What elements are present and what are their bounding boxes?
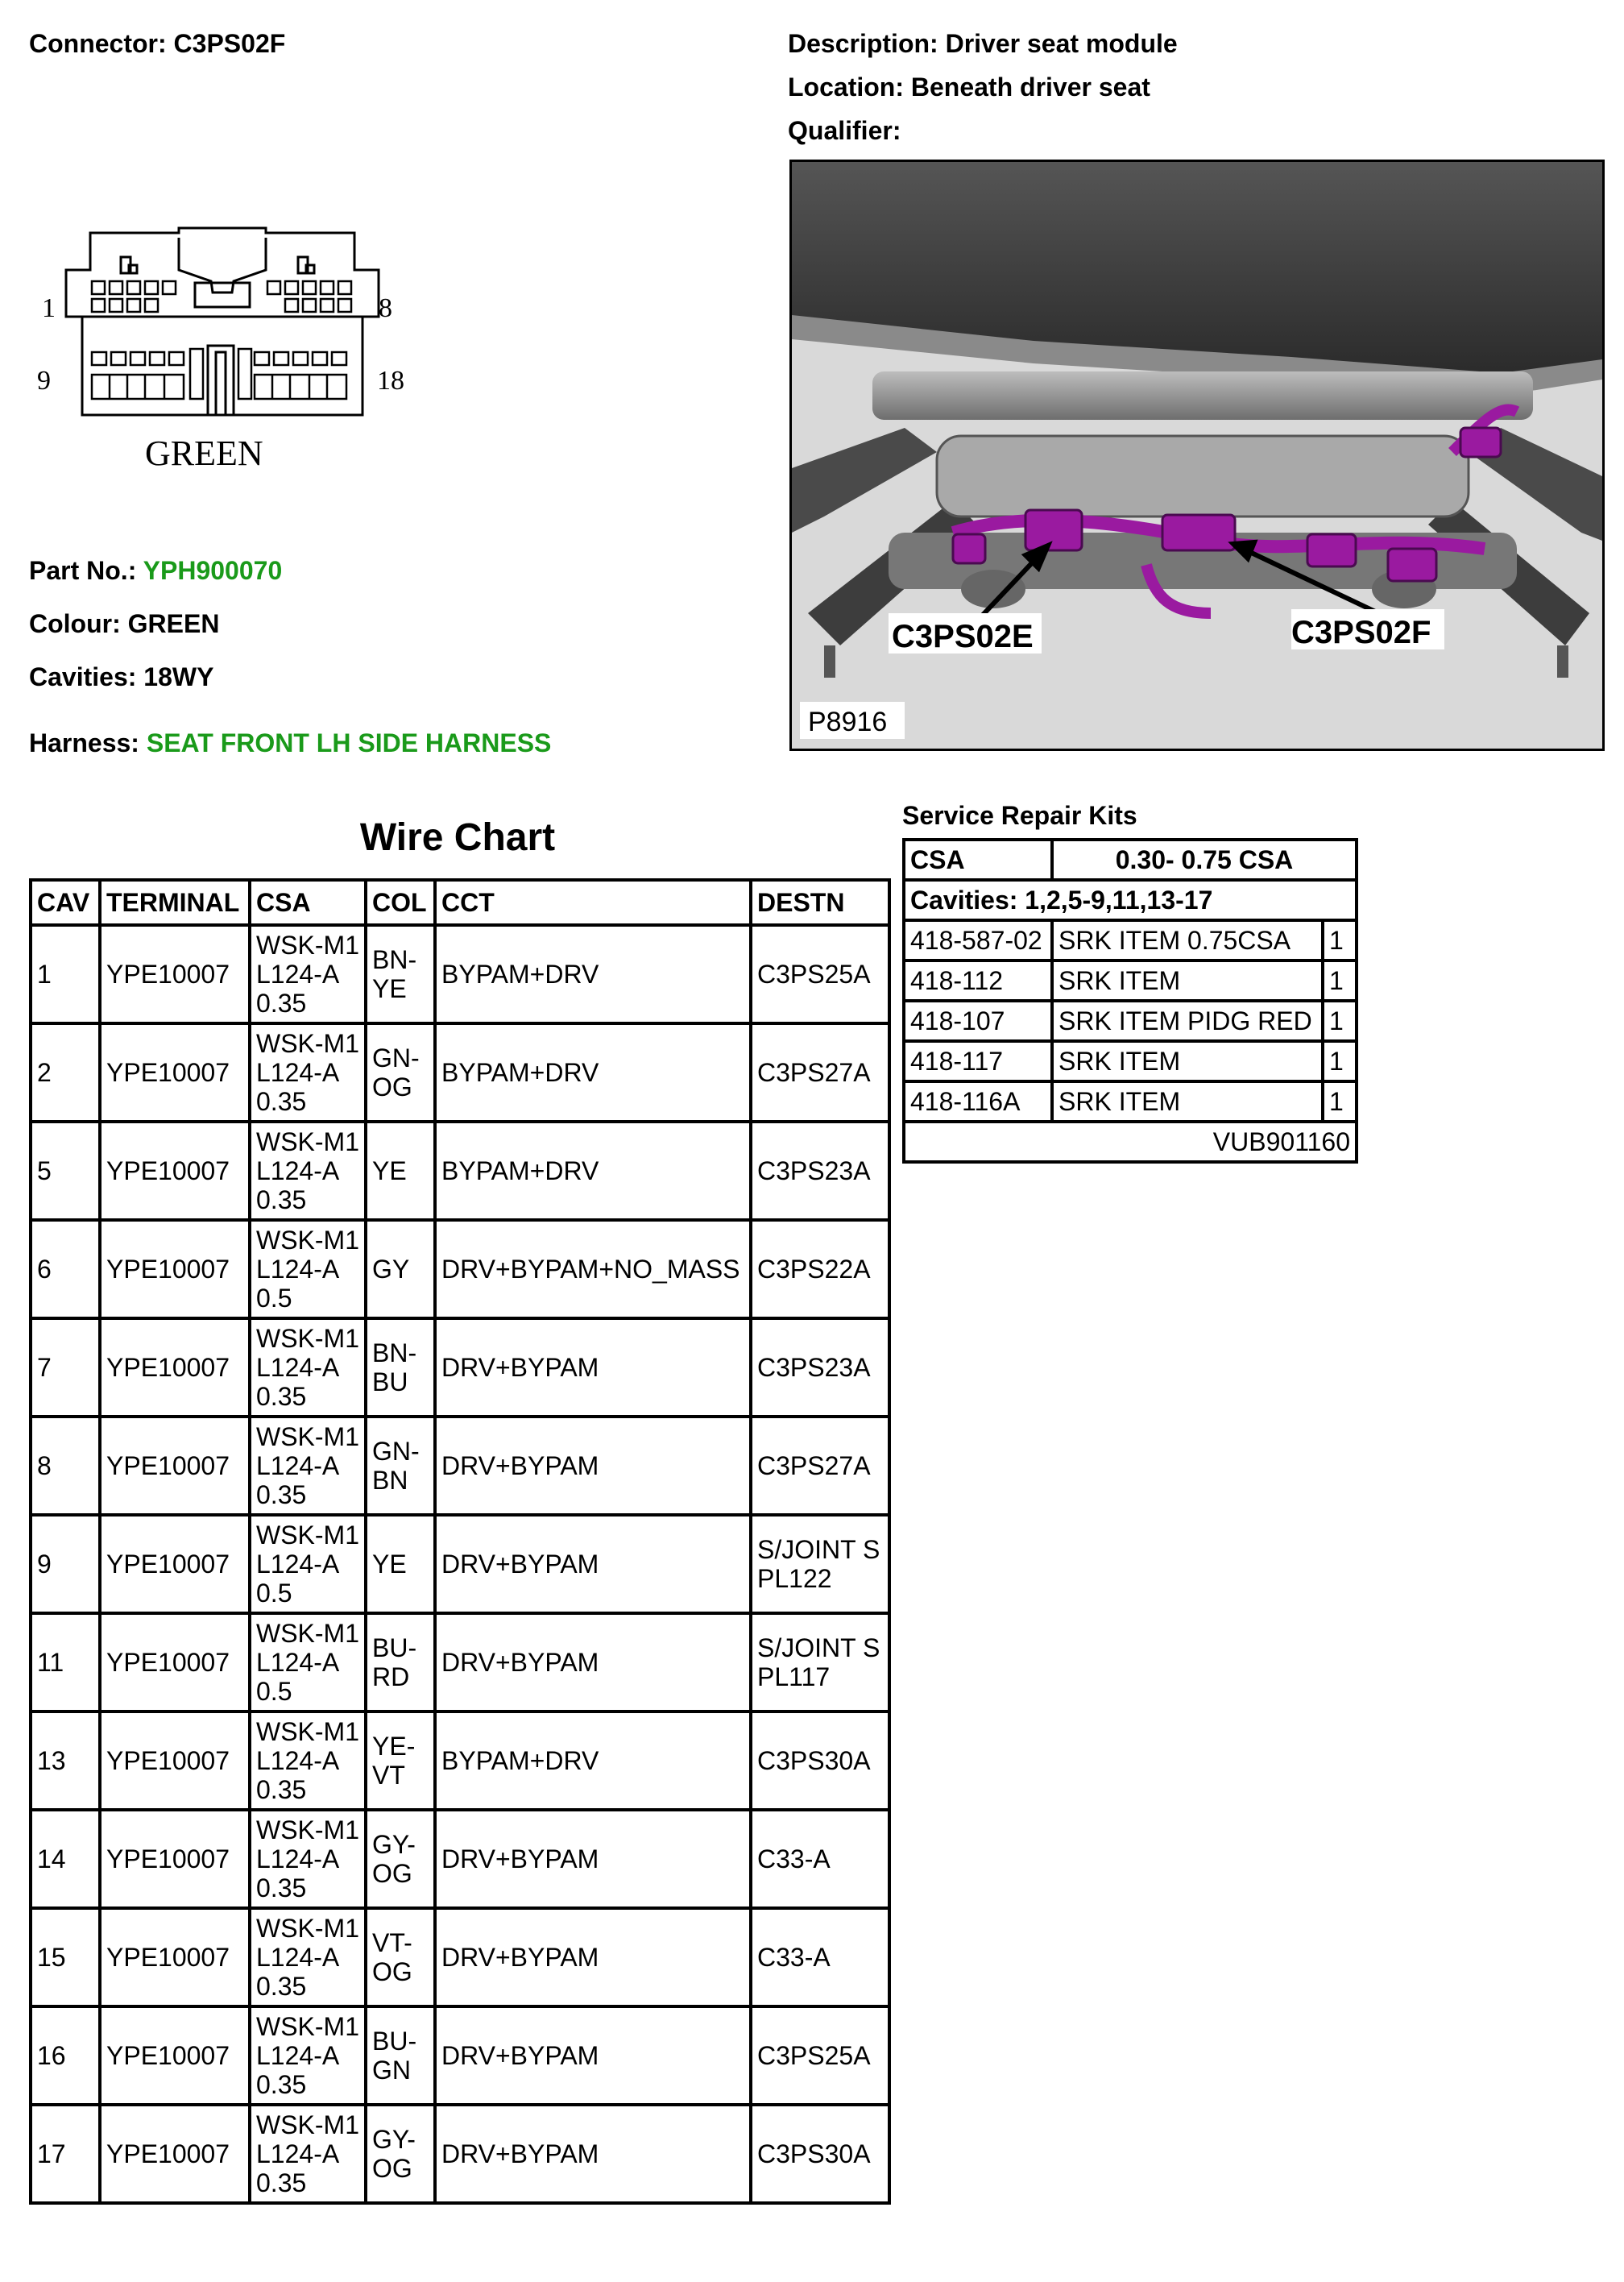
wire-chart-row [31, 1220, 889, 1318]
pin-label-1: 1 [42, 293, 56, 323]
cell-terminal: YPE10007 [100, 1613, 250, 1712]
description-label: Description: [788, 29, 938, 58]
wire-chart-row [31, 1023, 889, 1122]
cavities-line [29, 662, 213, 692]
srk-name: SRK ITEM [1052, 1081, 1323, 1122]
srk-item-row [904, 1081, 1357, 1122]
cell-cav: 13 [31, 1712, 100, 1810]
cell-csa: WSK-M1L124-A 0.35 [250, 1712, 366, 1810]
cell-col: BU-GN [366, 2006, 435, 2105]
cell-csa: WSK-M1L124-A 0.35 [250, 1122, 366, 1220]
cell-destn: C3PS23A [751, 1318, 889, 1417]
cell-csa: WSK-M1L124-A 0.5 [250, 1220, 366, 1318]
cell-csa: WSK-M1L124-A 0.35 [250, 925, 366, 1023]
seat-underside-illustration [792, 162, 1602, 749]
connector-heading [29, 29, 285, 59]
srk-qty: 1 [1323, 1081, 1357, 1122]
wire-chart-row [31, 1417, 889, 1515]
location-label: Location: [788, 73, 904, 102]
cell-csa: WSK-M1L124-A 0.35 [250, 1908, 366, 2006]
col-header-cav: CAV [31, 880, 100, 925]
cell-col: GY-OG [366, 2105, 435, 2203]
connector-label: Connector: [29, 29, 167, 58]
srk-cavities-row [904, 880, 1357, 920]
cell-cav: 5 [31, 1122, 100, 1220]
cell-col: GN-OG [366, 1023, 435, 1122]
wire-chart-row [31, 1908, 889, 2006]
wire-chart-table [29, 878, 891, 2205]
wire-chart-row [31, 1318, 889, 1417]
cell-cav: 8 [31, 1417, 100, 1515]
connector-face-diagram [32, 214, 451, 488]
qualifier-label: Qualifier: [788, 116, 901, 145]
col-header-terminal: TERMINAL [100, 880, 250, 925]
cell-cav: 6 [31, 1220, 100, 1318]
cell-col: BN-YE [366, 925, 435, 1023]
cell-cav: 2 [31, 1023, 100, 1122]
cell-destn: C3PS27A [751, 1417, 889, 1515]
part-number-line [29, 556, 282, 586]
cell-cct: DRV+BYPAM [435, 2006, 751, 2105]
srk-name: SRK ITEM PIDG RED [1052, 1001, 1323, 1041]
cell-terminal: YPE10007 [100, 1023, 250, 1122]
cell-terminal: YPE10007 [100, 1712, 250, 1810]
cell-col: GY [366, 1220, 435, 1318]
colour-label: Colour: [29, 609, 121, 638]
cell-terminal: YPE10007 [100, 1220, 250, 1318]
cell-destn: C3PS25A [751, 2006, 889, 2105]
srk-name: SRK ITEM 0.75CSA [1052, 920, 1323, 961]
wire-chart-row [31, 1515, 889, 1613]
cell-destn: C3PS30A [751, 1712, 889, 1810]
callout-c3ps02f: C3PS02F [1291, 615, 1431, 650]
part-number-value: YPH900070 [143, 556, 283, 585]
cell-cav: 14 [31, 1810, 100, 1908]
cell-cct: DRV+BYPAM [435, 1318, 751, 1417]
wire-chart-row [31, 1712, 889, 1810]
srk-csa-label: CSA [904, 840, 1052, 880]
cell-cav: 16 [31, 2006, 100, 2105]
cell-cct: DRV+BYPAM+NO_MASS [435, 1220, 751, 1318]
wire-chart-row [31, 1810, 889, 1908]
cell-destn: S/JOINT SPL117 [751, 1613, 889, 1712]
srk-part: 418-112 [904, 961, 1052, 1001]
cell-cav: 17 [31, 2105, 100, 2203]
cell-cav: 11 [31, 1613, 100, 1712]
cell-cct: BYPAM+DRV [435, 1122, 751, 1220]
cell-col: GN-BN [366, 1417, 435, 1515]
cell-cct: DRV+BYPAM [435, 1417, 751, 1515]
wire-chart-row [31, 2006, 889, 2105]
cell-cct: DRV+BYPAM [435, 1908, 751, 2006]
cell-csa: WSK-M1L124-A 0.35 [250, 1318, 366, 1417]
srk-item-row [904, 1001, 1357, 1041]
harness-value: SEAT FRONT LH SIDE HARNESS [146, 728, 552, 757]
wire-chart-row [31, 2105, 889, 2203]
cell-cav: 1 [31, 925, 100, 1023]
col-header-cct: CCT [435, 880, 751, 925]
location-value: Beneath driver seat [910, 73, 1150, 102]
cell-cct: DRV+BYPAM [435, 1613, 751, 1712]
connector-colour-label: GREEN [145, 434, 263, 473]
wire-chart-row [31, 1122, 889, 1220]
srk-part: 418-107 [904, 1001, 1052, 1041]
cell-col: GY-OG [366, 1810, 435, 1908]
srk-qty: 1 [1323, 1041, 1357, 1081]
service-kits-title: Service Repair Kits [902, 801, 1137, 830]
srk-qty: 1 [1323, 961, 1357, 1001]
srk-kit-number-row [904, 1122, 1357, 1162]
wire-chart-row [31, 925, 889, 1023]
cell-cav: 9 [31, 1515, 100, 1613]
cell-csa: WSK-M1L124-A 0.5 [250, 1613, 366, 1712]
qualifier-line [788, 116, 901, 146]
srk-item-row [904, 1041, 1357, 1081]
cell-terminal: YPE10007 [100, 2006, 250, 2105]
colour-value: GREEN [127, 609, 220, 638]
cell-col: VT-OG [366, 1908, 435, 2006]
service-kits-table [902, 838, 1358, 1164]
cell-terminal: YPE10007 [100, 1318, 250, 1417]
cell-cct: DRV+BYPAM [435, 2105, 751, 2203]
cell-destn: C3PS27A [751, 1023, 889, 1122]
cell-col: YE [366, 1122, 435, 1220]
cell-destn: C3PS25A [751, 925, 889, 1023]
col-header-col: COL [366, 880, 435, 925]
photo-reference: P8916 [808, 707, 888, 737]
cell-csa: WSK-M1L124-A 0.35 [250, 1810, 366, 1908]
cell-col: YE [366, 1515, 435, 1613]
location-photo [789, 160, 1605, 751]
srk-cavities: Cavities: 1,2,5-9,11,13-17 [904, 880, 1357, 920]
cell-csa: WSK-M1L124-A 0.5 [250, 1515, 366, 1613]
wire-chart-header-row [31, 880, 889, 925]
description-value: Driver seat module [945, 29, 1178, 58]
col-header-csa: CSA [250, 880, 366, 925]
cell-csa: WSK-M1L124-A 0.35 [250, 2105, 366, 2203]
wire-chart-title: Wire Chart [359, 816, 556, 859]
cell-terminal: YPE10007 [100, 2105, 250, 2203]
srk-csa-value: 0.30- 0.75 CSA [1052, 840, 1357, 880]
srk-qty: 1 [1323, 1001, 1357, 1041]
cell-terminal: YPE10007 [100, 1515, 250, 1613]
cell-csa: WSK-M1L124-A 0.35 [250, 2006, 366, 2105]
cell-terminal: YPE10007 [100, 1810, 250, 1908]
cell-csa: WSK-M1L124-A 0.35 [250, 1023, 366, 1122]
cell-cav: 7 [31, 1318, 100, 1417]
srk-item-row [904, 961, 1357, 1001]
cell-cct: BYPAM+DRV [435, 1712, 751, 1810]
pin-label-8: 8 [379, 293, 392, 323]
harness-line [29, 728, 551, 758]
part-number-label: Part No.: [29, 556, 137, 585]
description-line [788, 29, 1178, 59]
cell-destn: C3PS23A [751, 1122, 889, 1220]
pin-label-18: 18 [377, 366, 404, 396]
cell-destn: C33-A [751, 1810, 889, 1908]
cell-col: BN-BU [366, 1318, 435, 1417]
pin-label-9: 9 [37, 366, 51, 396]
srk-name: SRK ITEM [1052, 961, 1323, 1001]
srk-item-row [904, 920, 1357, 961]
cell-col: BU-RD [366, 1613, 435, 1712]
srk-csa-row [904, 840, 1357, 880]
cell-terminal: YPE10007 [100, 1122, 250, 1220]
cell-terminal: YPE10007 [100, 1908, 250, 2006]
cell-csa: WSK-M1L124-A 0.35 [250, 1417, 366, 1515]
srk-name: SRK ITEM [1052, 1041, 1323, 1081]
harness-label: Harness: [29, 728, 139, 757]
callout-c3ps02e: C3PS02E [892, 619, 1034, 654]
cell-destn: S/JOINT SPL122 [751, 1515, 889, 1613]
col-header-destn: DESTN [751, 880, 889, 925]
cell-cct: DRV+BYPAM [435, 1810, 751, 1908]
cell-col: YE-VT [366, 1712, 435, 1810]
cell-cav: 15 [31, 1908, 100, 2006]
cell-terminal: YPE10007 [100, 925, 250, 1023]
cell-cct: BYPAM+DRV [435, 1023, 751, 1122]
cell-cct: BYPAM+DRV [435, 925, 751, 1023]
connector-value: C3PS02F [173, 29, 286, 58]
cell-destn: C33-A [751, 1908, 889, 2006]
cell-cct: DRV+BYPAM [435, 1515, 751, 1613]
colour-line [29, 609, 219, 639]
cavities-value: 18WY [143, 662, 214, 691]
cell-destn: C3PS30A [751, 2105, 889, 2203]
location-line [788, 73, 1150, 102]
srk-part: 418-116A [904, 1081, 1052, 1122]
cavities-label: Cavities: [29, 662, 137, 691]
cell-destn: C3PS22A [751, 1220, 889, 1318]
cell-terminal: YPE10007 [100, 1417, 250, 1515]
srk-qty: 1 [1323, 920, 1357, 961]
wire-chart-row [31, 1613, 889, 1712]
srk-part: 418-587-02 [904, 920, 1052, 961]
srk-part: 418-117 [904, 1041, 1052, 1081]
srk-kit-number: VUB901160 [904, 1122, 1357, 1162]
